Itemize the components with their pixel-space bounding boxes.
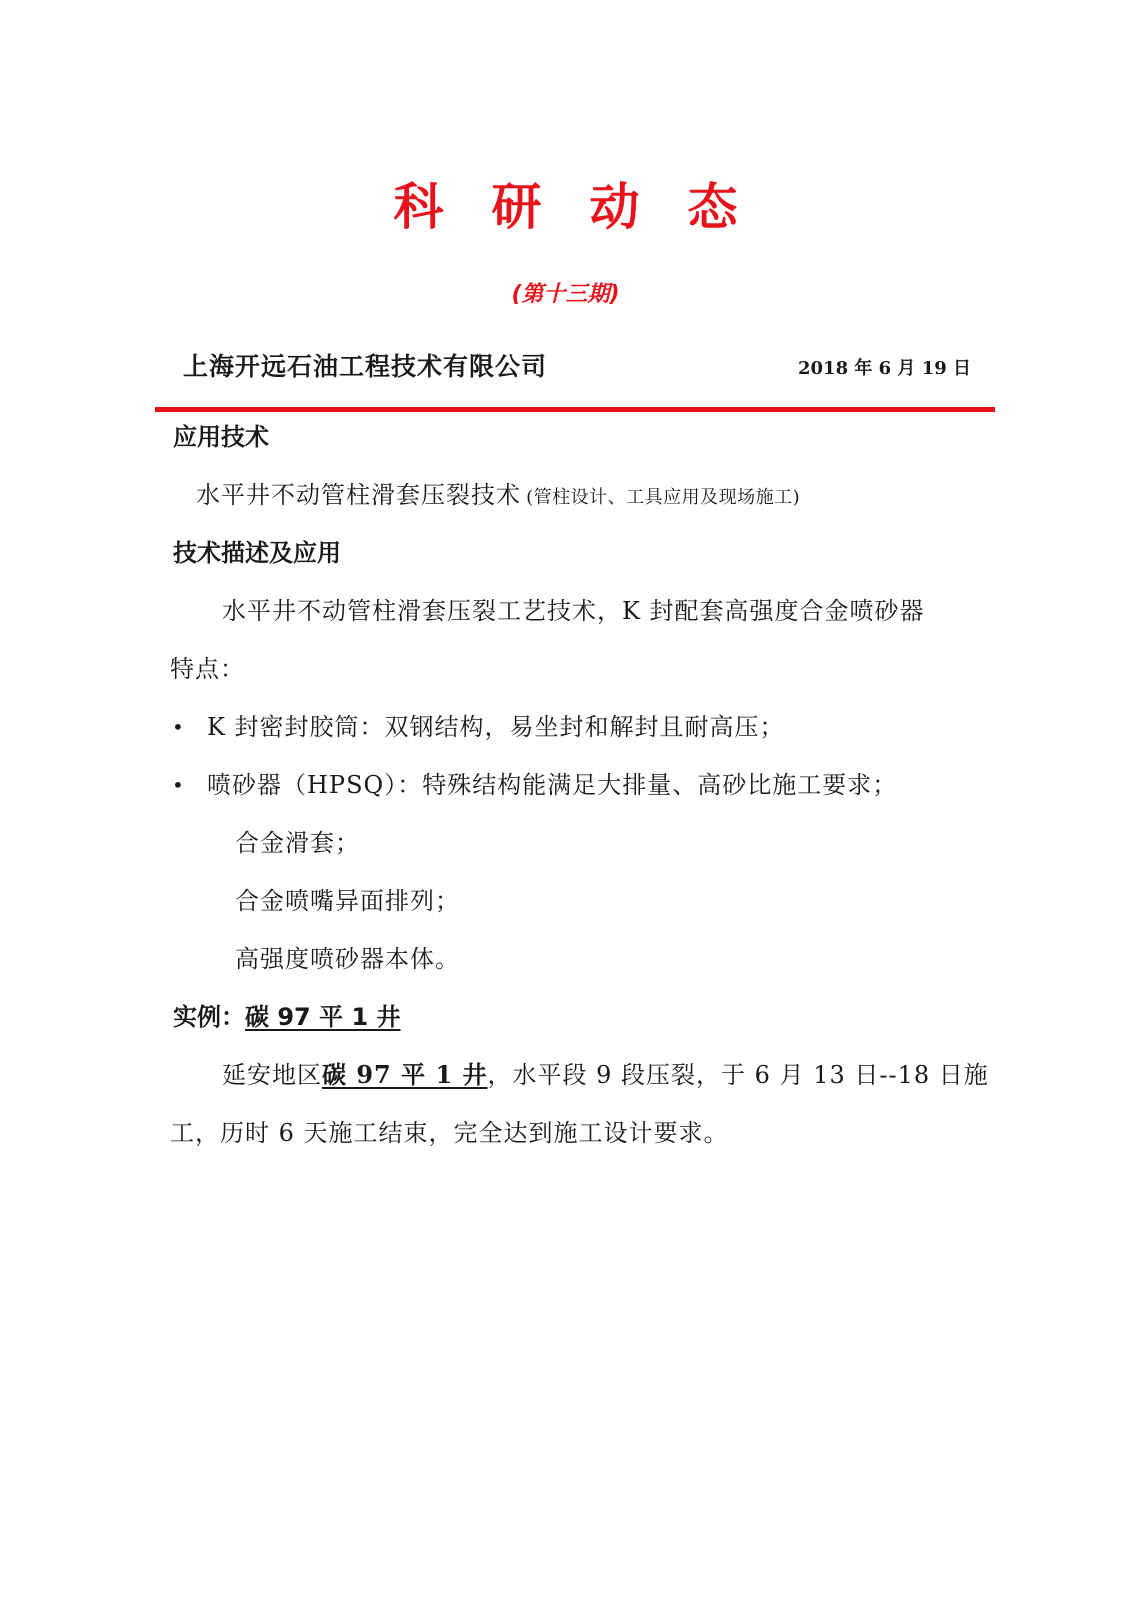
example-well-name: 碳 97 平 1 井 bbox=[245, 1003, 401, 1031]
publication-date: 2018 年 6 月 19 日 bbox=[798, 358, 972, 379]
example-well-inline: 碳 97 平 1 井 bbox=[322, 1060, 488, 1089]
intro-line-2: 特点： bbox=[170, 655, 245, 683]
sub-item: 合金滑套； bbox=[235, 829, 360, 857]
bullet-dot-icon: • bbox=[172, 715, 184, 739]
section-heading-applied-tech: 应用技术 bbox=[173, 423, 269, 451]
sub-item: 合金喷嘴异面排列； bbox=[235, 887, 460, 915]
section-heading-example bbox=[173, 1000, 401, 1034]
intro-line-1: 水平井不动管柱滑套压裂工艺技术，K 封配套高强度合金喷砂器 bbox=[222, 597, 925, 625]
section-heading-description: 技术描述及应用 bbox=[173, 539, 341, 567]
example-rest: ，水平段 9 段压裂，于 6 月 13 日--18 日施 bbox=[487, 1061, 989, 1089]
example-paragraph-line-1 bbox=[222, 1058, 989, 1092]
issue-number: (第十三期) bbox=[511, 282, 620, 307]
bullet-dot-icon: • bbox=[172, 773, 184, 797]
organization-name: 上海开远石油工程技术有限公司 bbox=[183, 352, 548, 381]
bullet-item: 喷砂器（HPSQ）：特殊结构能满足大排量、高砂比施工要求； bbox=[207, 771, 898, 799]
tech-title-note: (管柱设计、工具应用及现场施工) bbox=[526, 487, 801, 508]
bullet-item: K 封密封胶筒：双钢结构，易坐封和解封且耐高压； bbox=[207, 713, 785, 741]
tech-title: 水平井不动管柱滑套压裂技术 bbox=[196, 481, 521, 509]
header-divider bbox=[155, 407, 995, 412]
example-prefix: 延安地区 bbox=[222, 1061, 322, 1089]
masthead-title: 科研动态 bbox=[393, 178, 786, 236]
example-paragraph-line-2: 工，历时 6 天施工结束，完全达到施工设计要求。 bbox=[170, 1119, 729, 1147]
sub-item: 高强度喷砂器本体。 bbox=[235, 945, 460, 973]
example-label: 实例： bbox=[173, 1003, 245, 1031]
tech-title-line bbox=[196, 478, 800, 512]
